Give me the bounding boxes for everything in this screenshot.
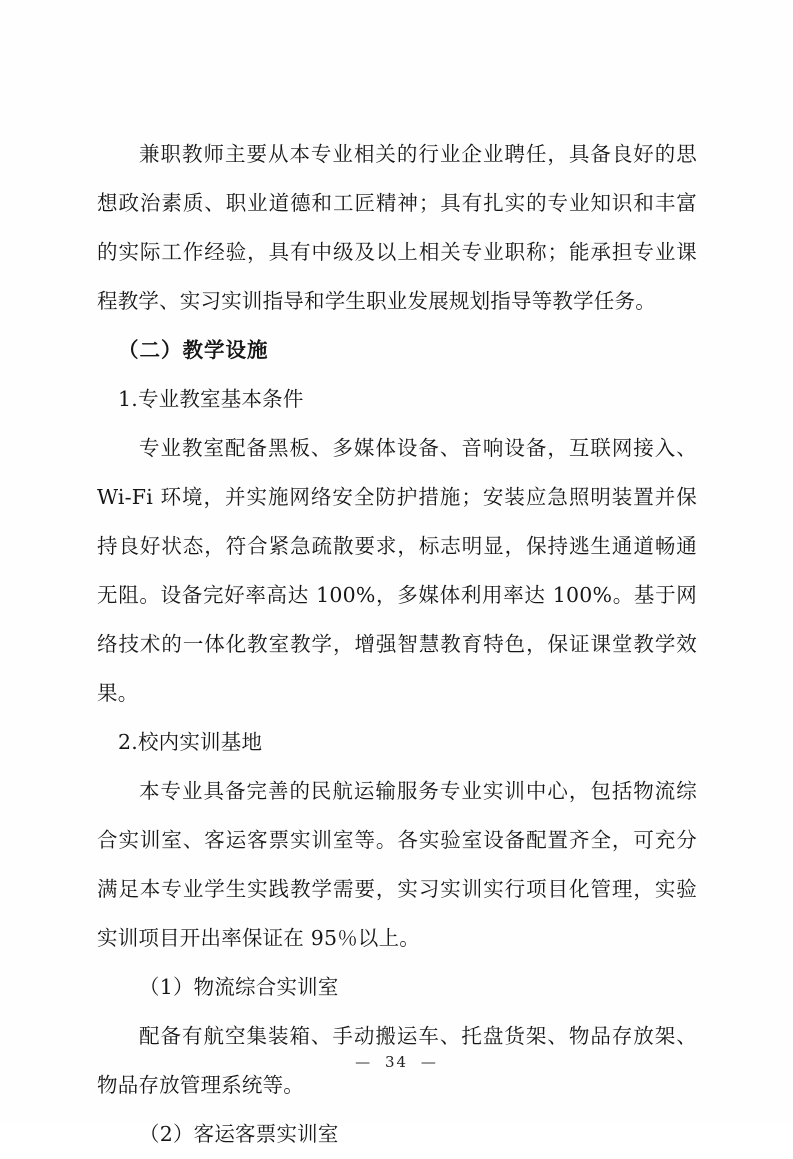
heading-logistics-lab: （1）物流综合实训室: [139, 975, 339, 999]
heading-campus-training-base: 2.校内实训基地: [118, 730, 263, 754]
heading-ticket-lab: （2）客运客票实训室: [139, 1122, 339, 1146]
paragraph-training-center: 本专业具备完善的民航运输服务专业实训中心，包括物流综合实训室、客运客票实训室等。各实验室设备配置齐全，可充分满足本专业学生实践教学需要，实习实训实行项目化管理，实验实训项目开出率保证在 95％以上。: [97, 779, 697, 950]
paragraph-part-time-teachers: 兼职教师主要从本专业相关的行业企业聘任，具备良好的思想政治素质、职业道德和工匠精神；具有扎实的专业知识和丰富的实际工作经验，具有中级及以上相关专业职称；能承担专业课程教学、实习实训指导和学生职业发展规划指导等教学任务。: [97, 142, 697, 313]
heading-teaching-facilities: （二）教学设施: [118, 338, 269, 362]
page-footer: [0, 1053, 793, 1071]
paragraph-logistics-lab-equipment: 配备有航空集装箱、手动搬运车、托盘货架、物品存放架、物品存放管理系统等。: [97, 1024, 697, 1097]
footer-dash-left: —: [355, 1053, 373, 1071]
paragraph-classroom-detail: 专业教室配备黑板、多媒体设备、音响设备，互联网接入、Wi-Fi 环境，并实施网络安全防护措施；安装应急照明装置并保持良好状态，符合紧急疏散要求，标志明显，保持逃生通道畅通无阻。设备完好率高达 100%，多媒体利用率达 100%。基于网络技术的一体化教室教学，增强智慧教育特色，保证课堂教学效果。: [97, 436, 697, 705]
footer-dash-right: —: [420, 1053, 438, 1071]
heading-classroom-basic: 1.专业教室基本条件: [118, 387, 304, 411]
page-number: 34: [384, 1053, 409, 1071]
page-content: [97, 130, 697, 1159]
